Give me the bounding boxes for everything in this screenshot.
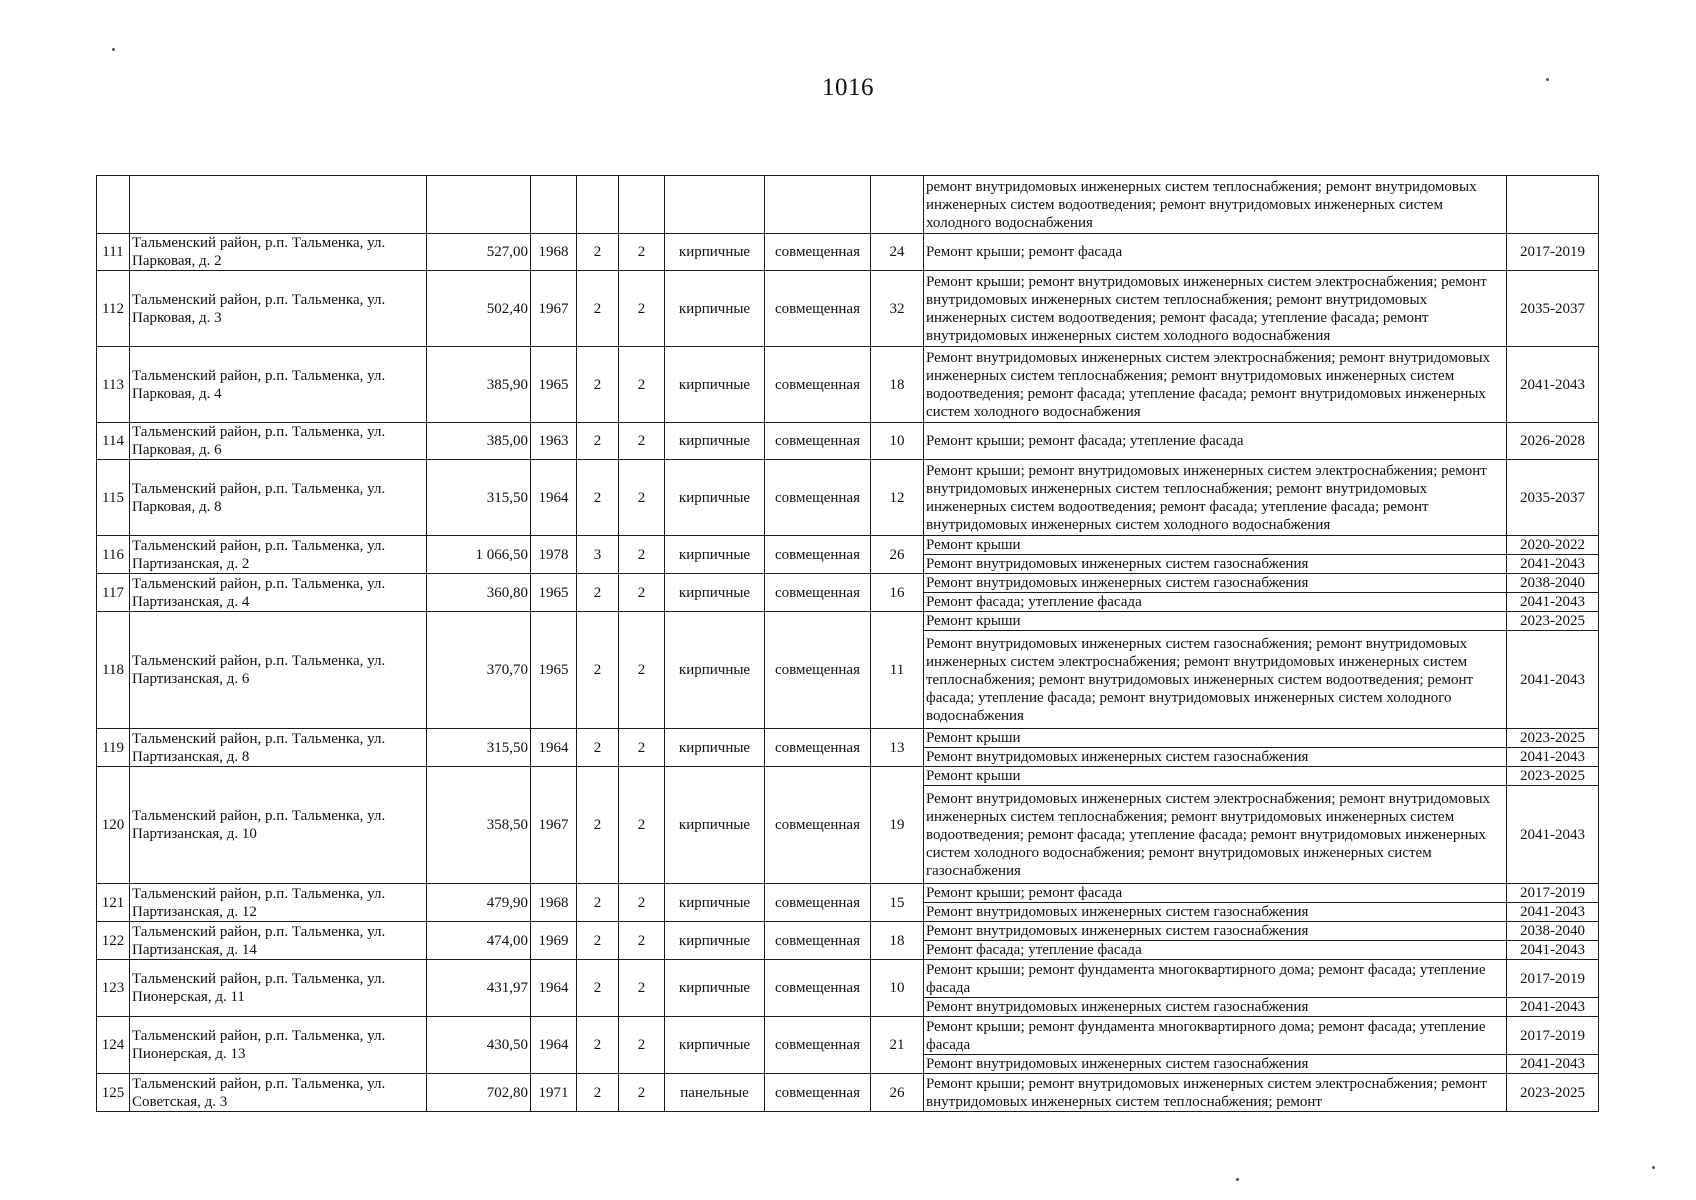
cell-flats: 16 bbox=[871, 574, 924, 612]
cell-address: Тальменский район, р.п. Тальменка, ул. Партизанская, д. 6 bbox=[130, 612, 427, 729]
cell-period: 2017-2019 bbox=[1507, 960, 1599, 998]
cell-entrances: 2 bbox=[619, 574, 665, 612]
cell-year: 1964 bbox=[531, 729, 577, 767]
cell-year: 1964 bbox=[531, 1017, 577, 1074]
cell-works: Ремонт внутридомовых инженерных систем газоснабжения; ремонт внутридомовых инженерных систем электроснабжения; ремонт внутридомовых инженерных систем теплоснабжения; ремонт внутридомовых инженерных систем водоотведения; ремонт фасада; утепление фасада; ремонт внутридомовых инженерных систем холодного водоснабжения bbox=[924, 631, 1507, 729]
table-row bbox=[97, 536, 1599, 555]
table-row bbox=[97, 271, 1599, 347]
cell-address: Тальменский район, р.п. Тальменка, ул. Пионерская, д. 13 bbox=[130, 1017, 427, 1074]
cell-walls: кирпичные bbox=[665, 1017, 765, 1074]
cell-floors: 2 bbox=[577, 234, 619, 271]
cell-year: 1965 bbox=[531, 574, 577, 612]
cell-num: 113 bbox=[97, 347, 130, 423]
cell-works: Ремонт крыши bbox=[924, 767, 1507, 786]
cell-address: Тальменский район, р.п. Тальменка, ул. Парковая, д. 4 bbox=[130, 347, 427, 423]
cell-roof: совмещенная bbox=[765, 884, 871, 922]
cell-address: Тальменский район, р.п. Тальменка, ул. Пионерская, д. 11 bbox=[130, 960, 427, 1017]
cell-walls: кирпичные bbox=[665, 729, 765, 767]
cell-works: Ремонт внутридомовых инженерных систем электроснабжения; ремонт внутридомовых инженерных систем теплоснабжения; ремонт внутридомовых инженерных систем водоотведения; ремонт фасада; утепление фасада; ремонт внутридомовых инженерных систем холодного водоснабжения bbox=[924, 347, 1507, 423]
table-row bbox=[97, 960, 1599, 998]
cell-entrances: 2 bbox=[619, 423, 665, 460]
table-row bbox=[97, 460, 1599, 536]
cell-period: 2041-2043 bbox=[1507, 555, 1599, 574]
cell-area: 358,50 bbox=[427, 767, 531, 884]
cell-year bbox=[531, 176, 577, 234]
cell-period: 2017-2019 bbox=[1507, 884, 1599, 903]
cell-floors: 2 bbox=[577, 1074, 619, 1112]
cell-works: Ремонт внутридомовых инженерных систем газоснабжения bbox=[924, 748, 1507, 767]
cell-entrances: 2 bbox=[619, 767, 665, 884]
cell-period: 2023-2025 bbox=[1507, 729, 1599, 748]
cell-period: 2041-2043 bbox=[1507, 1055, 1599, 1074]
cell-num: 120 bbox=[97, 767, 130, 884]
cell-walls: кирпичные bbox=[665, 922, 765, 960]
cell-year: 1963 bbox=[531, 423, 577, 460]
cell-entrances: 2 bbox=[619, 1074, 665, 1112]
cell-year: 1965 bbox=[531, 612, 577, 729]
cell-address: Тальменский район, р.п. Тальменка, ул. Парковая, д. 6 bbox=[130, 423, 427, 460]
cell-area: 479,90 bbox=[427, 884, 531, 922]
cell-year: 1968 bbox=[531, 884, 577, 922]
scan-speck bbox=[1652, 1166, 1655, 1169]
cell-address: Тальменский район, р.п. Тальменка, ул. Советская, д. 3 bbox=[130, 1074, 427, 1112]
cell-num: 121 bbox=[97, 884, 130, 922]
cell-walls: кирпичные bbox=[665, 460, 765, 536]
table-row bbox=[97, 767, 1599, 786]
cell-walls: кирпичные bbox=[665, 884, 765, 922]
cell-walls: кирпичные bbox=[665, 234, 765, 271]
cell-walls bbox=[665, 176, 765, 234]
cell-works: Ремонт крыши; ремонт фасада bbox=[924, 884, 1507, 903]
table-row bbox=[97, 347, 1599, 423]
cell-roof: совмещенная bbox=[765, 729, 871, 767]
scan-speck bbox=[112, 48, 115, 51]
cell-works: Ремонт крыши; ремонт фасада bbox=[924, 234, 1507, 271]
cell-address: Тальменский район, р.п. Тальменка, ул. Партизанская, д. 12 bbox=[130, 884, 427, 922]
cell-entrances: 2 bbox=[619, 536, 665, 574]
table-row bbox=[97, 574, 1599, 593]
cell-roof: совмещенная bbox=[765, 574, 871, 612]
cell-area: 385,00 bbox=[427, 423, 531, 460]
cell-walls: кирпичные bbox=[665, 767, 765, 884]
cell-flats: 10 bbox=[871, 960, 924, 1017]
table-row bbox=[97, 1074, 1599, 1112]
cell-num: 118 bbox=[97, 612, 130, 729]
table-row bbox=[97, 1017, 1599, 1055]
cell-roof: совмещенная bbox=[765, 922, 871, 960]
housing-repair-table bbox=[96, 175, 1599, 1112]
cell-roof bbox=[765, 176, 871, 234]
cell-year: 1968 bbox=[531, 234, 577, 271]
cell-roof: совмещенная bbox=[765, 767, 871, 884]
cell-walls: кирпичные bbox=[665, 536, 765, 574]
cell-period: 2041-2043 bbox=[1507, 903, 1599, 922]
cell-year: 1964 bbox=[531, 460, 577, 536]
cell-floors: 2 bbox=[577, 922, 619, 960]
cell-year: 1965 bbox=[531, 347, 577, 423]
cell-num bbox=[97, 176, 130, 234]
cell-flats: 12 bbox=[871, 460, 924, 536]
cell-entrances: 2 bbox=[619, 922, 665, 960]
cell-entrances: 2 bbox=[619, 729, 665, 767]
cell-floors: 2 bbox=[577, 460, 619, 536]
cell-address: Тальменский район, р.п. Тальменка, ул. Партизанская, д. 10 bbox=[130, 767, 427, 884]
cell-address: Тальменский район, р.п. Тальменка, ул. Партизанская, д. 8 bbox=[130, 729, 427, 767]
cell-roof: совмещенная bbox=[765, 460, 871, 536]
cell-floors: 2 bbox=[577, 612, 619, 729]
cell-area: 385,90 bbox=[427, 347, 531, 423]
cell-roof: совмещенная bbox=[765, 960, 871, 1017]
cell-floors: 2 bbox=[577, 574, 619, 612]
table-row bbox=[97, 234, 1599, 271]
cell-floors bbox=[577, 176, 619, 234]
cell-works: Ремонт крыши; ремонт внутридомовых инженерных систем электроснабжения; ремонт внутридомовых инженерных систем теплоснабжения; ремонт bbox=[924, 1074, 1507, 1112]
cell-year: 1978 bbox=[531, 536, 577, 574]
cell-period: 2041-2043 bbox=[1507, 786, 1599, 884]
cell-year: 1967 bbox=[531, 767, 577, 884]
cell-walls: кирпичные bbox=[665, 960, 765, 1017]
cell-entrances: 2 bbox=[619, 884, 665, 922]
cell-num: 124 bbox=[97, 1017, 130, 1074]
cell-num: 112 bbox=[97, 271, 130, 347]
cell-address: Тальменский район, р.п. Тальменка, ул. Парковая, д. 8 bbox=[130, 460, 427, 536]
cell-walls: кирпичные bbox=[665, 423, 765, 460]
table-row bbox=[97, 729, 1599, 748]
cell-period: 2041-2043 bbox=[1507, 631, 1599, 729]
cell-num: 117 bbox=[97, 574, 130, 612]
scan-speck bbox=[1236, 1178, 1239, 1181]
cell-address: Тальменский район, р.п. Тальменка, ул. Парковая, д. 2 bbox=[130, 234, 427, 271]
cell-roof: совмещенная bbox=[765, 423, 871, 460]
cell-year: 1971 bbox=[531, 1074, 577, 1112]
cell-flats: 15 bbox=[871, 884, 924, 922]
cell-works: Ремонт крыши; ремонт фундамента многоквартирного дома; ремонт фасада; утепление фасада bbox=[924, 960, 1507, 998]
cell-floors: 2 bbox=[577, 423, 619, 460]
cell-entrances: 2 bbox=[619, 1017, 665, 1074]
cell-area bbox=[427, 176, 531, 234]
cell-works: Ремонт внутридомовых инженерных систем газоснабжения bbox=[924, 1055, 1507, 1074]
cell-num: 114 bbox=[97, 423, 130, 460]
cell-area: 370,70 bbox=[427, 612, 531, 729]
scan-speck bbox=[1546, 78, 1549, 81]
cell-flats: 26 bbox=[871, 536, 924, 574]
cell-num: 125 bbox=[97, 1074, 130, 1112]
cell-period: 2023-2025 bbox=[1507, 1074, 1599, 1112]
page-number: 1016 bbox=[822, 74, 874, 101]
cell-num: 119 bbox=[97, 729, 130, 767]
cell-period: 2023-2025 bbox=[1507, 612, 1599, 631]
cell-num: 123 bbox=[97, 960, 130, 1017]
cell-year: 1967 bbox=[531, 271, 577, 347]
cell-walls: кирпичные bbox=[665, 574, 765, 612]
cell-works: Ремонт крыши bbox=[924, 612, 1507, 631]
cell-entrances: 2 bbox=[619, 960, 665, 1017]
cell-roof: совмещенная bbox=[765, 1074, 871, 1112]
continuation-row bbox=[97, 176, 1599, 234]
cell-flats: 26 bbox=[871, 1074, 924, 1112]
cell-works: Ремонт внутридомовых инженерных систем газоснабжения bbox=[924, 998, 1507, 1017]
cell-num: 115 bbox=[97, 460, 130, 536]
cell-area: 1 066,50 bbox=[427, 536, 531, 574]
cell-address: Тальменский район, р.п. Тальменка, ул. Партизанская, д. 2 bbox=[130, 536, 427, 574]
cell-works: Ремонт крыши bbox=[924, 536, 1507, 555]
cell-area: 431,97 bbox=[427, 960, 531, 1017]
cell-flats: 32 bbox=[871, 271, 924, 347]
cell-area: 527,00 bbox=[427, 234, 531, 271]
cell-area: 502,40 bbox=[427, 271, 531, 347]
cell-year: 1969 bbox=[531, 922, 577, 960]
cell-period: 2017-2019 bbox=[1507, 1017, 1599, 1055]
cell-year: 1964 bbox=[531, 960, 577, 1017]
table-row bbox=[97, 423, 1599, 460]
cell-walls: панельные bbox=[665, 1074, 765, 1112]
cell-roof: совмещенная bbox=[765, 234, 871, 271]
cell-roof: совмещенная bbox=[765, 1017, 871, 1074]
cell-period: 2041-2043 bbox=[1507, 941, 1599, 960]
cell-area: 315,50 bbox=[427, 460, 531, 536]
cell-works: Ремонт внутридомовых инженерных систем газоснабжения bbox=[924, 555, 1507, 574]
cell-flats bbox=[871, 176, 924, 234]
cell-num: 122 bbox=[97, 922, 130, 960]
cell-floors: 2 bbox=[577, 960, 619, 1017]
cell-flats: 21 bbox=[871, 1017, 924, 1074]
cell-area: 702,80 bbox=[427, 1074, 531, 1112]
cell-works: Ремонт фасада; утепление фасада bbox=[924, 593, 1507, 612]
cell-period: 2035-2037 bbox=[1507, 460, 1599, 536]
cell-address: Тальменский район, р.п. Тальменка, ул. Партизанская, д. 4 bbox=[130, 574, 427, 612]
cell-area: 430,50 bbox=[427, 1017, 531, 1074]
cell-period: 2041-2043 bbox=[1507, 593, 1599, 612]
cell-entrances: 2 bbox=[619, 347, 665, 423]
cell-area: 474,00 bbox=[427, 922, 531, 960]
cell-period: 2041-2043 bbox=[1507, 998, 1599, 1017]
cell-roof: совмещенная bbox=[765, 347, 871, 423]
cell-flats: 19 bbox=[871, 767, 924, 884]
cell-works: ремонт внутридомовых инженерных систем теплоснабжения; ремонт внутридомовых инженерных систем водоотведения; ремонт внутридомовых инженерных систем холодного водоснабжения bbox=[924, 176, 1507, 234]
cell-flats: 24 bbox=[871, 234, 924, 271]
cell-floors: 3 bbox=[577, 536, 619, 574]
cell-works: Ремонт внутридомовых инженерных систем электроснабжения; ремонт внутридомовых инженерных систем теплоснабжения; ремонт внутридомовых инженерных систем водоотведения; ремонт фасада; утепление фасада; ремонт внутридомовых инженерных систем холодного водоснабжения; ремонт внутридомовых инженерных систем газоснабжения bbox=[924, 786, 1507, 884]
cell-period: 2038-2040 bbox=[1507, 574, 1599, 593]
cell-works: Ремонт внутридомовых инженерных систем газоснабжения bbox=[924, 922, 1507, 941]
cell-works: Ремонт крыши; ремонт фасада; утепление фасада bbox=[924, 423, 1507, 460]
cell-works: Ремонт крыши; ремонт внутридомовых инженерных систем электроснабжения; ремонт внутридомовых инженерных систем теплоснабжения; ремонт внутридомовых инженерных систем водоотведения; ремонт фасада; утепление фасада; ремонт внутридомовых инженерных систем холодного водоснабжения bbox=[924, 271, 1507, 347]
cell-works: Ремонт крыши bbox=[924, 729, 1507, 748]
cell-walls: кирпичные bbox=[665, 347, 765, 423]
table-row bbox=[97, 922, 1599, 941]
cell-works: Ремонт фасада; утепление фасада bbox=[924, 941, 1507, 960]
cell-period: 2038-2040 bbox=[1507, 922, 1599, 941]
cell-area: 315,50 bbox=[427, 729, 531, 767]
cell-period: 2035-2037 bbox=[1507, 271, 1599, 347]
cell-num: 111 bbox=[97, 234, 130, 271]
cell-period: 2041-2043 bbox=[1507, 347, 1599, 423]
cell-works: Ремонт крыши; ремонт фундамента многоквартирного дома; ремонт фасада; утепление фасада bbox=[924, 1017, 1507, 1055]
cell-num: 116 bbox=[97, 536, 130, 574]
cell-flats: 18 bbox=[871, 922, 924, 960]
cell-roof: совмещенная bbox=[765, 536, 871, 574]
cell-period: 2023-2025 bbox=[1507, 767, 1599, 786]
cell-entrances: 2 bbox=[619, 234, 665, 271]
cell-walls: кирпичные bbox=[665, 271, 765, 347]
cell-floors: 2 bbox=[577, 884, 619, 922]
cell-period: 2041-2043 bbox=[1507, 748, 1599, 767]
cell-entrances: 2 bbox=[619, 460, 665, 536]
table-body bbox=[97, 176, 1599, 1112]
cell-roof: совмещенная bbox=[765, 612, 871, 729]
cell-flats: 13 bbox=[871, 729, 924, 767]
cell-period: 2020-2022 bbox=[1507, 536, 1599, 555]
cell-period: 2017-2019 bbox=[1507, 234, 1599, 271]
cell-floors: 2 bbox=[577, 271, 619, 347]
cell-address bbox=[130, 176, 427, 234]
cell-roof: совмещенная bbox=[765, 271, 871, 347]
cell-period bbox=[1507, 176, 1599, 234]
cell-entrances bbox=[619, 176, 665, 234]
cell-works: Ремонт внутридомовых инженерных систем газоснабжения bbox=[924, 903, 1507, 922]
table-row bbox=[97, 884, 1599, 903]
cell-flats: 11 bbox=[871, 612, 924, 729]
cell-works: Ремонт внутридомовых инженерных систем газоснабжения bbox=[924, 574, 1507, 593]
cell-entrances: 2 bbox=[619, 612, 665, 729]
cell-floors: 2 bbox=[577, 729, 619, 767]
cell-floors: 2 bbox=[577, 1017, 619, 1074]
cell-entrances: 2 bbox=[619, 271, 665, 347]
cell-walls: кирпичные bbox=[665, 612, 765, 729]
cell-address: Тальменский район, р.п. Тальменка, ул. Парковая, д. 3 bbox=[130, 271, 427, 347]
cell-floors: 2 bbox=[577, 767, 619, 884]
cell-period: 2026-2028 bbox=[1507, 423, 1599, 460]
cell-works: Ремонт крыши; ремонт внутридомовых инженерных систем электроснабжения; ремонт внутридомовых инженерных систем теплоснабжения; ремонт внутридомовых инженерных систем водоотведения; ремонт фасада; утепление фасада; ремонт внутридомовых инженерных систем холодного водоснабжения bbox=[924, 460, 1507, 536]
cell-flats: 10 bbox=[871, 423, 924, 460]
cell-area: 360,80 bbox=[427, 574, 531, 612]
cell-address: Тальменский район, р.п. Тальменка, ул. Партизанская, д. 14 bbox=[130, 922, 427, 960]
cell-flats: 18 bbox=[871, 347, 924, 423]
table-row bbox=[97, 612, 1599, 631]
cell-floors: 2 bbox=[577, 347, 619, 423]
